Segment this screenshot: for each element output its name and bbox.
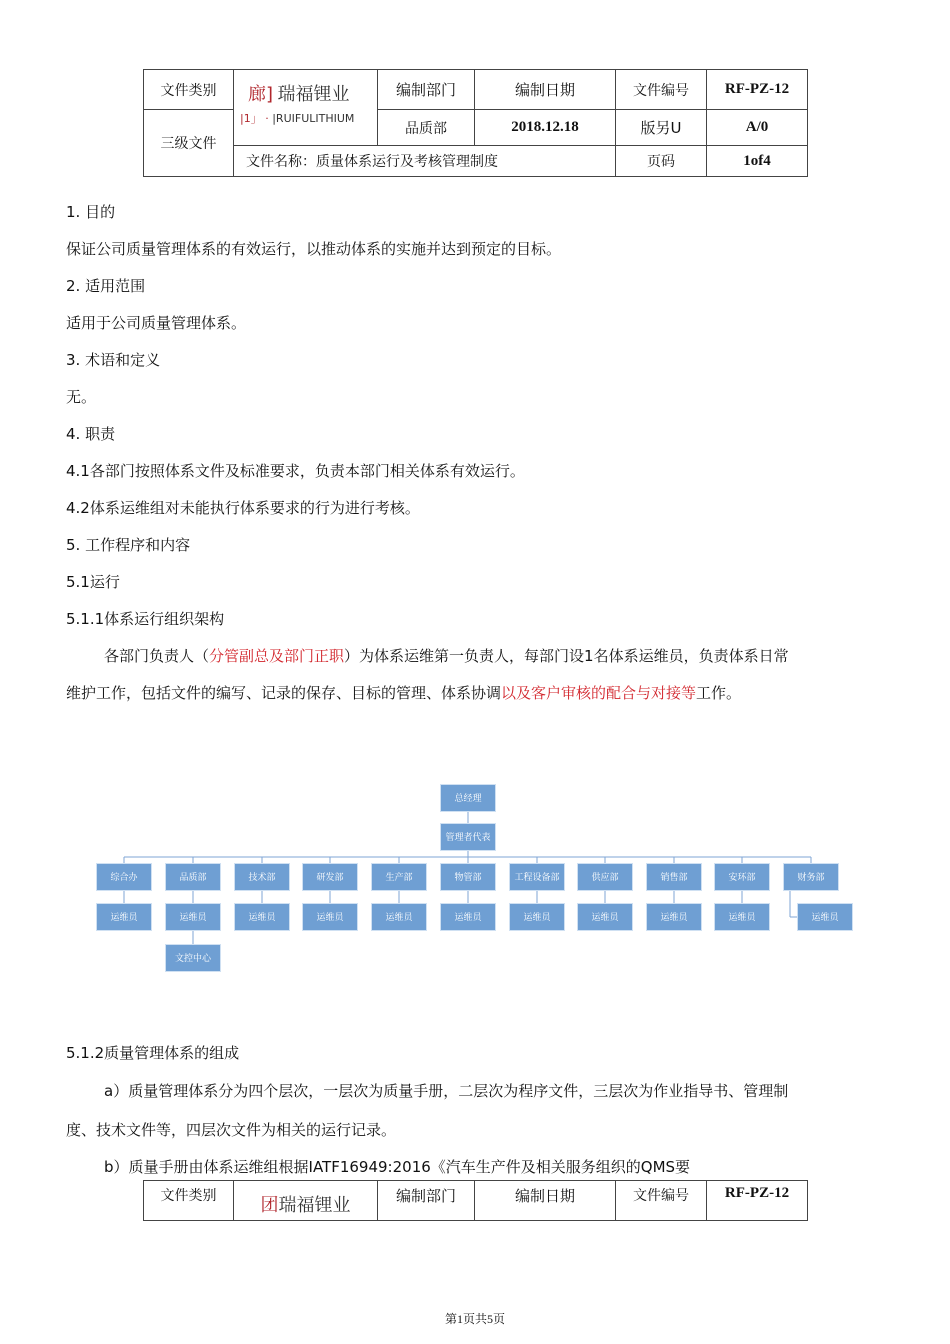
logo-name: 瑞福锂业 [277, 84, 350, 105]
section-3-body: 无。 [66, 388, 97, 406]
org-node-staff: 运维员 [234, 903, 290, 931]
section-4-title: 4. 职责 [66, 425, 116, 443]
docno-value: RF-PZ-12 [707, 70, 808, 110]
org-node-dept: 研发部 [302, 863, 358, 891]
doc-category-label: 文件类别 [144, 70, 234, 110]
level-value: 三级文件 [144, 110, 234, 177]
docno-label: 文件编号 [616, 70, 707, 110]
org-node-staff: 运维员 [302, 903, 358, 931]
org-node-dept: 销售部 [646, 863, 702, 891]
org-node-dept: 工程设备部 [509, 863, 565, 891]
header-table-2 [143, 1180, 808, 1221]
section-4-2: 4.2体系运维组对未能执行体系要求的行为进行考核。 [66, 499, 420, 517]
org-node-staff: 运维员 [509, 903, 565, 931]
page-footer: 第1页共5页 [444, 1312, 505, 1326]
highlight-red: 以及客户审核的配合与对接等 [501, 684, 697, 702]
section-1-body: 保证公司质量管理体系的有效运行，以推动体系的实施并达到预定的目标。 [66, 240, 562, 258]
paragraph-1-line-2: 维护工作，包括文件的编写、记录的保存、目标的管理、体系协调以及客户审核的配合与对接等工作。 [66, 684, 742, 702]
org-node-staff: 运维员 [371, 903, 427, 931]
org-node-dept: 技术部 [234, 863, 290, 891]
org-node-staff: 运维员 [440, 903, 496, 931]
section-5-title: 5. 工作程序和内容 [66, 536, 191, 554]
header-table [143, 69, 808, 177]
paragraph-b-line-1: b）质量手册由体系运维组根据IATF16949:2016《汽车生产件及相关服务组织的QMS要 [104, 1158, 691, 1176]
dept-label: 编制部门 [378, 1181, 475, 1221]
org-node-dept: 安环部 [714, 863, 770, 891]
org-node-dept: 财务部 [783, 863, 839, 891]
paragraph-a-line-2: 度、技术文件等，四层次文件为相关的运行记录。 [66, 1121, 397, 1139]
logo-mark: 团 [260, 1195, 279, 1216]
org-node-staff: 运维员 [646, 903, 702, 931]
org-node-staff: 运维员 [714, 903, 770, 931]
org-node-doc-control: 文控中心 [165, 944, 221, 972]
org-node-top: 总经理 [440, 784, 496, 812]
org-node-dept: 综合办 [96, 863, 152, 891]
doc-category-label: 文件类别 [144, 1181, 234, 1221]
paragraph-a-line-1: a）质量管理体系分为四个层次，一层次为质量手册，二层次为程序文件，三层次为作业指导书、管理制 [104, 1082, 789, 1100]
section-5-1-1: 5.1.1体系运行组织架构 [66, 610, 225, 628]
logo-sub-dot: · [265, 112, 269, 125]
logo-sub-left: |1」 [240, 112, 262, 125]
section-4-1: 4.1各部门按照体系文件及标准要求，负责本部门相关体系有效运行。 [66, 462, 525, 480]
org-node-dept: 生产部 [371, 863, 427, 891]
logo-sub-en: |RUIFULITHIUM [272, 112, 355, 125]
org-node-staff: 运维员 [577, 903, 633, 931]
section-3-title: 3. 术语和定义 [66, 351, 161, 369]
version-value: A/0 [707, 110, 808, 146]
company-logo [234, 1181, 378, 1221]
section-5-1-2: 5.1.2质量管理体系的组成 [66, 1044, 240, 1062]
logo-name: 瑞福锂业 [278, 1195, 351, 1216]
org-node-staff: 运维员 [797, 903, 853, 931]
highlight-red: 分管副总及部门正职 [209, 647, 345, 665]
org-node-rep: 管理者代表 [440, 823, 496, 851]
docno-label: 文件编号 [616, 1181, 707, 1221]
paragraph-1-line-1: 各部门负责人（分管副总及部门正职）为体系运维第一负责人，每部门设1名体系运维员，负责体系日常 [104, 647, 789, 665]
date-label: 编制日期 [475, 1181, 616, 1221]
version-label: 版另U [616, 110, 707, 146]
logo-mark: 廊] [248, 84, 274, 105]
date-label: 编制日期 [475, 70, 616, 110]
section-2-title: 2. 适用范围 [66, 277, 146, 295]
date-value: 2018.12.18 [475, 110, 616, 146]
filename: 文件名称：质量体系运行及考核管理制度 [234, 146, 616, 177]
company-logo [234, 70, 378, 146]
page-label: 页码 [616, 146, 707, 177]
dept-value: 品质部 [378, 110, 475, 146]
section-5-1: 5.1运行 [66, 573, 120, 591]
section-2-body: 适用于公司质量管理体系。 [66, 314, 247, 332]
docno-value: RF-PZ-12 [707, 1181, 808, 1221]
section-1-title: 1. 目的 [66, 203, 116, 221]
org-node-dept: 供应部 [577, 863, 633, 891]
org-node-dept: 物管部 [440, 863, 496, 891]
org-node-staff: 运维员 [96, 903, 152, 931]
org-node-dept: 品质部 [165, 863, 221, 891]
dept-label: 编制部门 [378, 70, 475, 110]
org-node-staff: 运维员 [165, 903, 221, 931]
page-value: 1of4 [707, 146, 808, 177]
